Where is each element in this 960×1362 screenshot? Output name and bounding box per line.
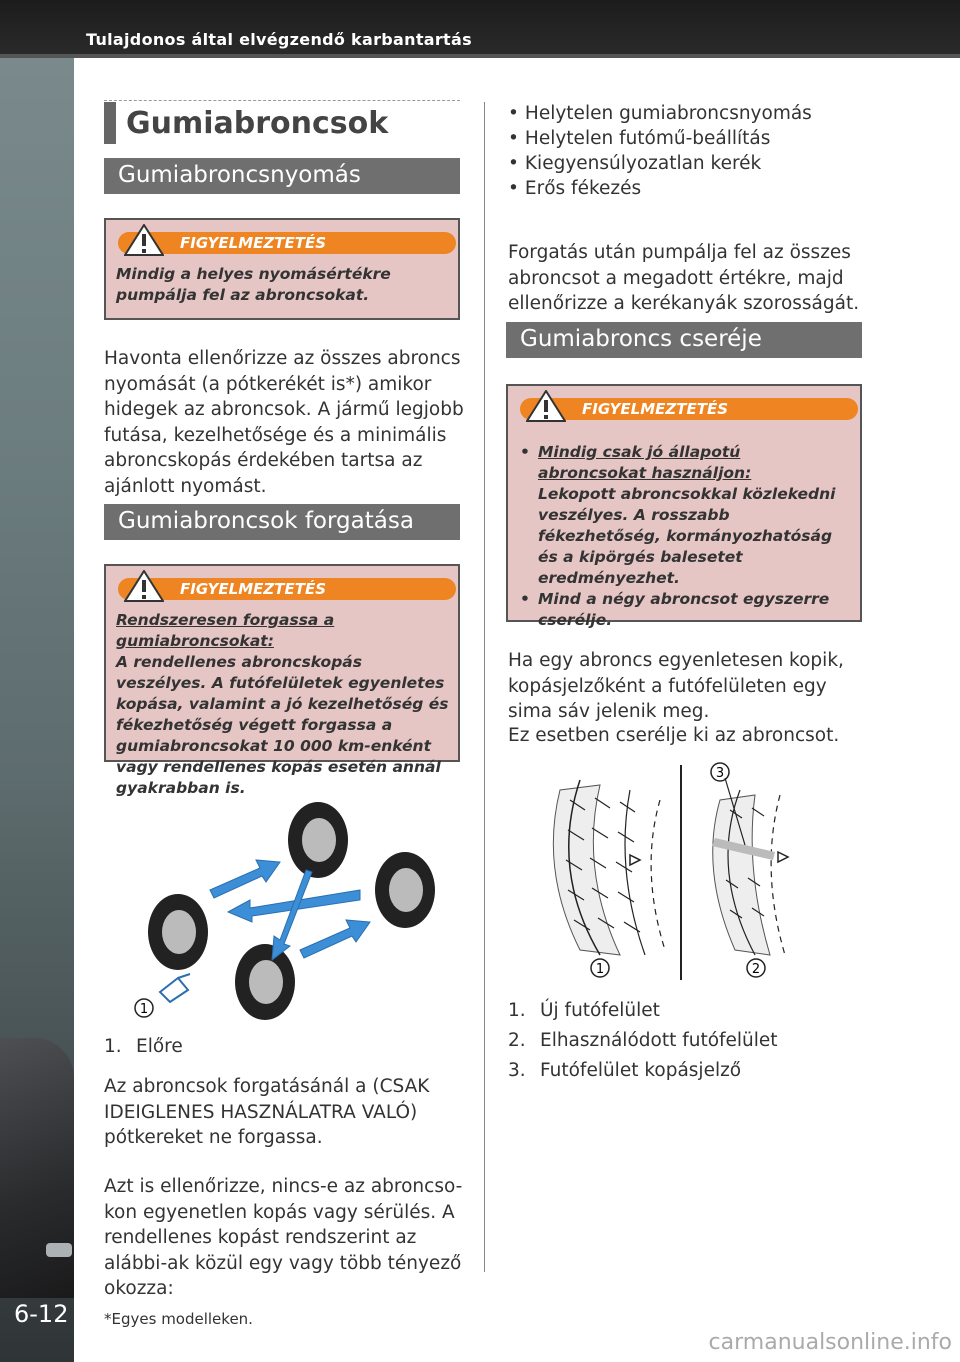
warning-label: FIGYELMEZTETÉS bbox=[582, 400, 729, 418]
list-item: 1. Előre bbox=[104, 1036, 183, 1057]
list-item: • Helytelen gumiabroncsnyomás bbox=[508, 101, 868, 126]
page-number: 6-12 bbox=[14, 1300, 69, 1328]
warning-triangle-icon bbox=[124, 224, 164, 256]
warning-box-replacement bbox=[506, 384, 862, 629]
warning-text: Mindig a helyes nyomásértékre pumpálja fel az abroncsokat. bbox=[116, 265, 391, 304]
tread-legend-list bbox=[508, 996, 868, 1086]
chapter-title: Tulajdonos által elvégzendő karbantartás bbox=[86, 30, 472, 49]
figure-callout: 1 bbox=[139, 1002, 149, 1017]
subheading-pressure: Gumiabroncsnyomás bbox=[104, 158, 460, 194]
subheading-replacement: Gumiabroncs cseréje bbox=[506, 322, 862, 358]
warning-bullet: • Mind a négy abroncsot egyszerre cserélje. bbox=[520, 590, 830, 629]
warning-bullet: • Mindig csak jó állapotú abroncsokat használjon: Lekopott abroncsokkal közlekedni veszélyes. A rosszabb fékezhetőség, kormányozhatóság és a kipörgés balesetet eredményezhet. bbox=[520, 443, 836, 587]
new-tread-illustration bbox=[553, 780, 665, 955]
section-title: Gumiabroncsok bbox=[126, 106, 389, 141]
figure-legend-list bbox=[104, 1032, 454, 1062]
warning-title: Mindig csak jó állapotú abroncsokat használjon: bbox=[538, 443, 752, 482]
warning-label-pill bbox=[118, 232, 456, 254]
after-rotation-paragraph: Forgatás után pumpálja fel az összes abroncsot a megadott értékre, majd ellenőrizze a kerékanyák szorosságát. bbox=[508, 242, 860, 314]
section-rule bbox=[104, 100, 460, 101]
list-item: • Helytelen futómű-beállítás bbox=[508, 126, 868, 151]
footnote: *Egyes modelleken. bbox=[104, 1310, 253, 1328]
warning-label-pill bbox=[520, 398, 858, 420]
warning-triangle-icon bbox=[526, 390, 566, 422]
list-item: 2. Elhasználódott futófelület bbox=[508, 1030, 778, 1051]
car-photo bbox=[0, 1038, 74, 1298]
wear-causes-list bbox=[508, 101, 868, 201]
list-item: • Kiegyensúlyozatlan kerék bbox=[508, 151, 868, 176]
warning-text: Lekopott abroncsokkal közlekedni veszélyes. A rosszabb fékezhetőség, kormányozhatóság és a kipörgés balesetet eredményezhet. bbox=[538, 485, 836, 587]
section-heading bbox=[104, 102, 460, 146]
list-item: • Erős fékezés bbox=[508, 176, 868, 201]
warning-label: FIGYELMEZTETÉS bbox=[180, 580, 327, 598]
figure-callout: 2 bbox=[751, 962, 761, 977]
headlamp-shape bbox=[46, 1243, 72, 1257]
forward-arrow-icon bbox=[160, 974, 190, 1002]
warning-title: Rendszeresen forgassa a gumiabroncsokat: bbox=[116, 611, 335, 650]
warning-text: A rendellenes abroncskopás veszélyes. A futófelületek egyenletes kopása, valamint a jó kezelhetőség és fékezhetőség végett forgassa a gumiabroncsokat 10 000 km-enként vagy rendellenes kopás esetén annál gyakrabban is. bbox=[116, 653, 449, 797]
warning-triangle-icon bbox=[124, 570, 164, 602]
watermark: carmanualsonline.info bbox=[708, 1330, 952, 1355]
warning-label: FIGYELMEZTETÉS bbox=[180, 234, 327, 252]
tread-wear-diagram bbox=[540, 760, 840, 985]
warning-label-pill bbox=[118, 578, 456, 600]
spare-paragraph: Az abroncsok forgatásánál a (CSAK IDEIGLENES HASZNÁLATRA VALÓ) pótkereket ne forgassa. bbox=[104, 1076, 430, 1148]
tire-rotation-diagram bbox=[120, 790, 460, 1030]
figure-callout: 3 bbox=[715, 766, 725, 781]
replace-paragraph: Ez esetben cserélje ki az abroncsot. bbox=[508, 725, 840, 746]
side-photo-strip bbox=[0, 58, 74, 1362]
wear-indicator-paragraph: Ha egy abroncs egyenletesen kopik, kopásjelzőként a futófelületen egy sima sáv jelenik meg. bbox=[508, 650, 844, 722]
figure-callout: 1 bbox=[595, 962, 605, 977]
warning-box-rotation bbox=[104, 564, 460, 797]
pressure-paragraph: Havonta ellenőrizze az összes abroncs nyomását (a pótkerékét is*) amikor hidegek az abroncsok. A jármű legjobb futása, kezelhetősége és a minimális abroncskopás érdekében tartsa az ajánlott nyomást. bbox=[104, 348, 464, 497]
wear-paragraph: Azt is ellenőrizze, nincs-e az abroncso-kon egyenetlen kopás vagy sérülés. A rendellenes kopást rendszerint az alábbi-ak közül egy vagy több tényező okozza: bbox=[104, 1176, 463, 1299]
warning-body bbox=[116, 610, 454, 799]
warning-text: Mind a négy abroncsot egyszerre cserélje. bbox=[538, 590, 830, 629]
top-header-bar bbox=[0, 0, 960, 58]
column-divider bbox=[484, 102, 485, 1272]
list-item: 1. Új futófelület bbox=[508, 1000, 660, 1021]
list-item: 3. Futófelület kopásjelző bbox=[508, 1060, 742, 1081]
subheading-rotation: Gumiabroncsok forgatása bbox=[104, 504, 460, 540]
warning-body bbox=[508, 442, 848, 631]
worn-tread-illustration bbox=[712, 778, 788, 955]
warning-box-pressure bbox=[104, 218, 460, 320]
